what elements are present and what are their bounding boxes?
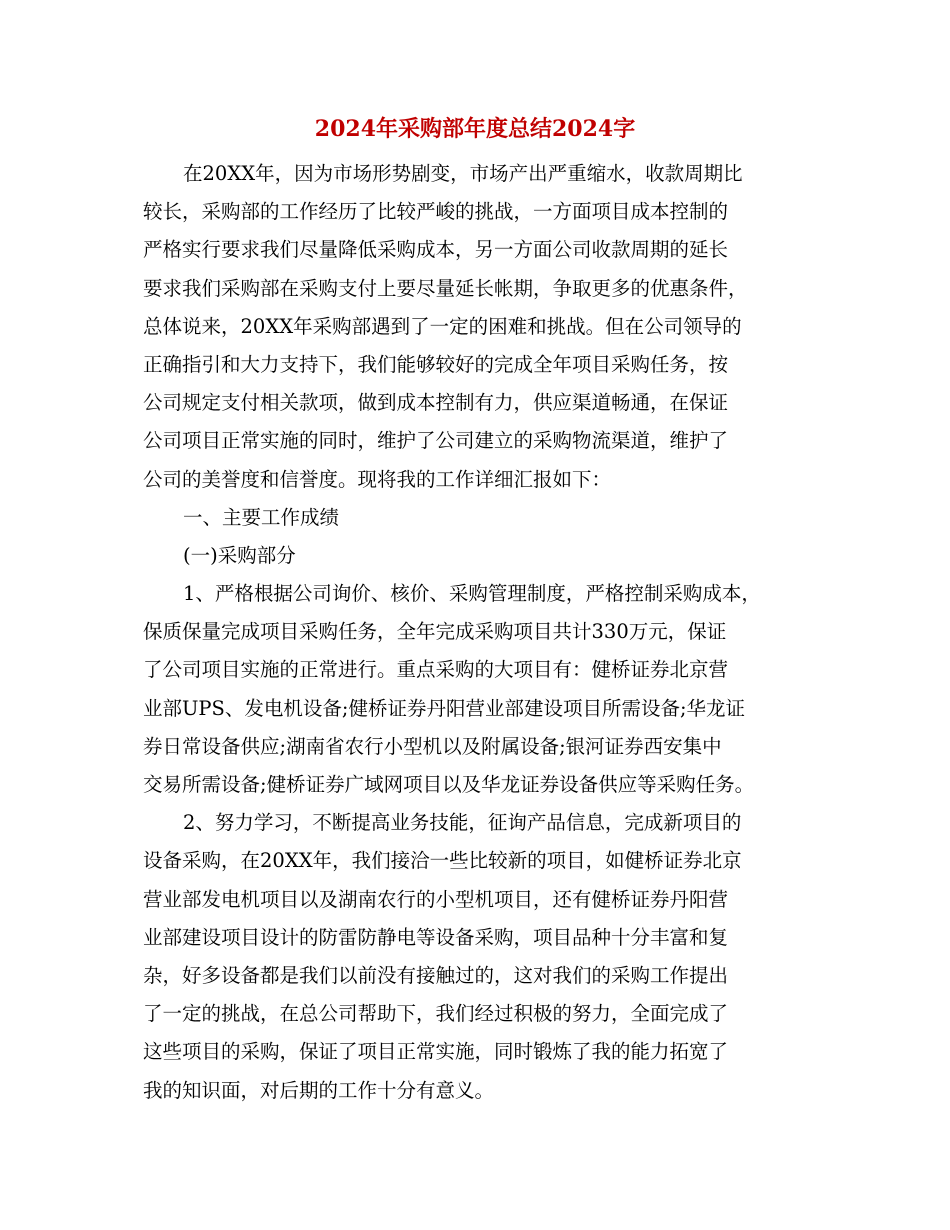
paragraph-line: 业部建设项目设计的防雷防静电等设备采购，项目品种十分丰富和复 (143, 925, 729, 949)
paragraph-line: 了公司项目实施的正常进行。重点采购的大项目有：健桥证券北京营 (143, 658, 729, 682)
paragraph-line: 较长，采购部的工作经历了比较严峻的挑战，一方面项目成本控制的 (143, 200, 729, 224)
paragraph-line: 1、严格根据公司询价、核价、采购管理制度，严格控制采购成本， (183, 582, 761, 606)
paragraph-line: 公司项目正常实施的同时，维护了公司建立的采购物流渠道，维护了 (143, 429, 729, 453)
paragraph-line: 总体说来，20XX年采购部遇到了一定的困难和挑战。但在公司领导的 (143, 314, 742, 338)
paragraph-line: 公司规定支付相关款项，做到成本控制有力，供应渠道畅通，在保证 (143, 391, 729, 415)
paragraph-line: 要求我们采购部在采购支付上要尽量延长帐期，争取更多的优惠条件， (143, 276, 748, 300)
paragraph-line: 我的知识面，对后期的工作十分有意义。 (143, 1078, 495, 1102)
paragraph-line: 杂，好多设备都是我们以前没有接触过的，这对我们的采购工作提出 (143, 963, 729, 987)
section-heading: 一、主要工作成绩 (183, 505, 340, 529)
paragraph-line: 券日常设备供应;湖南省农行小型机以及附属设备;银河证券西安集中 (143, 734, 722, 758)
paragraph-line: 了一定的挑战，在总公司帮助下，我们经过积极的努力，全面完成了 (143, 1002, 729, 1026)
paragraph-line: 正确指引和大力支持下，我们能够较好的完成全年项目采购任务，按 (143, 352, 729, 376)
paragraph-line: 2、努力学习，不断提高业务技能，征询产品信息，完成新项目的 (183, 811, 742, 835)
paragraph-line: 公司的美誉度和信誉度。现将我的工作详细汇报如下： (143, 467, 612, 491)
paragraph-line: 在20XX年，因为市场形势剧变，市场产出严重缩水，收款周期比 (183, 162, 743, 185)
paragraph-line: 设备采购，在20XX年，我们接洽一些比较新的项目，如健桥证券北京 (143, 849, 742, 873)
document-title: 2024年采购部年度总结2024字 (314, 116, 636, 142)
paragraph-line: 这些项目的采购，保证了项目正常实施，同时锻炼了我的能力拓宽了 (143, 1040, 729, 1064)
paragraph-line: 保质保量完成项目采购任务，全年完成采购项目共计330万元，保证 (143, 620, 727, 644)
paragraph-line: 严格实行要求我们尽量降低采购成本，另一方面公司收款周期的延长 (143, 238, 729, 262)
paragraph-line: 营业部发电机项目以及湖南农行的小型机项目，还有健桥证券丹阳营 (143, 887, 729, 911)
subsection-heading: (一)采购部分 (183, 543, 296, 567)
paragraph-line: 交易所需设备;健桥证券广域网项目以及华龙证券设备供应等采购任务。 (143, 773, 755, 796)
document-body (143, 155, 823, 1110)
paragraph-line: 业部UPS、发电机设备;健桥证券丹阳营业部建设项目所需设备;华龙证 (143, 696, 746, 720)
